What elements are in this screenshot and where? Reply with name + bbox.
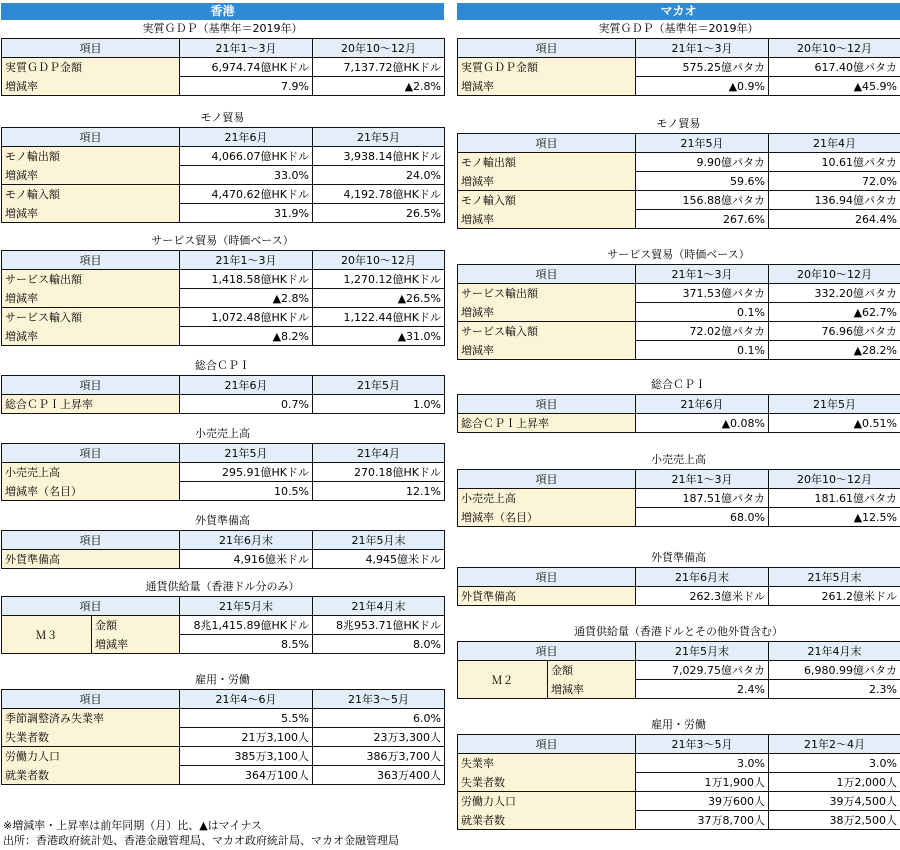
column-header: 20年10～12月 — [769, 470, 900, 489]
mo-retail-section — [457, 451, 900, 527]
column-header: 21年6月末 — [180, 531, 313, 550]
data-table — [457, 394, 900, 433]
value-cell: 371.53億パタカ — [636, 284, 769, 303]
value-cell: 0.1% — [636, 303, 769, 322]
hk-fx-section — [1, 512, 444, 569]
data-table — [1, 689, 445, 785]
table-row — [458, 191, 900, 210]
table-row — [2, 308, 445, 327]
column-header: 21年5月 — [769, 395, 900, 414]
value-cell: ▲0.08% — [636, 414, 769, 433]
value-cell: 38万2,500人 — [769, 811, 900, 830]
row-label: 総合ＣＰＩ上昇率 — [2, 395, 180, 414]
row-label: 増減率 — [2, 77, 180, 96]
header-row — [2, 690, 445, 709]
value-cell: 617.40億パタカ — [769, 58, 900, 77]
row-label: 増減率 — [458, 210, 636, 229]
value-cell: 24.0% — [313, 166, 445, 185]
value-cell: ▲0.51% — [769, 414, 900, 433]
table-row — [2, 550, 445, 569]
column-header: 21年6月 — [180, 128, 313, 147]
column-header: 21年1～3月 — [180, 251, 313, 270]
value-cell: 1,122.44億HKドル — [313, 308, 445, 327]
column-header: 21年6月末 — [636, 568, 769, 587]
column-header: 21年4～6月 — [180, 690, 313, 709]
value-cell: 7.9% — [180, 77, 313, 96]
mo-fx-section — [457, 549, 900, 606]
column-header: 21年5月 — [313, 376, 445, 395]
column-header: 項目 — [2, 444, 180, 463]
value-cell: 0.1% — [636, 341, 769, 360]
table-row — [2, 58, 445, 77]
table-row — [458, 341, 900, 360]
table-row — [458, 489, 900, 508]
value-cell: 385万3,100人 — [180, 747, 313, 766]
value-cell: 8兆953.71億HKドル — [313, 616, 445, 635]
row-label: 増減率 — [2, 327, 180, 346]
table-row — [458, 77, 900, 96]
value-cell: 39万4,500人 — [769, 792, 900, 811]
column-header: 20年10～12月 — [313, 251, 445, 270]
value-cell: 6,974.74億HKドル — [180, 58, 313, 77]
hk-cpi-section — [1, 357, 444, 414]
column-header: 項目 — [2, 128, 180, 147]
column-header: 項目 — [458, 642, 636, 661]
value-cell: 1,418.58億HKドル — [180, 270, 313, 289]
hk-employment-section — [1, 671, 444, 785]
value-cell: 6,980.99億パタカ — [769, 661, 900, 680]
section-title: モノ貿易 — [656, 117, 701, 130]
value-cell: ▲0.9% — [636, 77, 769, 96]
value-cell: 262.3億米ドル — [636, 587, 769, 606]
column-header: 21年5月 — [180, 444, 313, 463]
data-table — [457, 734, 900, 830]
table-row — [2, 289, 445, 308]
table-row — [458, 773, 900, 792]
table-row — [2, 204, 445, 223]
row-label: サービス輸入額 — [2, 308, 180, 327]
column-header: 項目 — [2, 597, 180, 616]
table-row — [458, 754, 900, 773]
row-label: 増減率 — [458, 341, 636, 360]
header-row — [2, 251, 445, 270]
row-label: 増減率 — [548, 680, 636, 699]
table-row — [2, 270, 445, 289]
column-header: 21年6月 — [180, 376, 313, 395]
value-cell: 295.91億HKドル — [180, 463, 313, 482]
row-label: 実質ＧＤＰ金額 — [458, 58, 636, 77]
hongkong-column — [1, 3, 444, 782]
column-header: 21年5月末 — [313, 531, 445, 550]
table-row — [458, 58, 900, 77]
value-cell: 267.6% — [636, 210, 769, 229]
header-row — [2, 376, 445, 395]
value-cell: 8.0% — [313, 635, 445, 654]
hk-trade-section — [1, 109, 444, 223]
value-cell: 270.18億HKドル — [313, 463, 445, 482]
value-cell: 1万2,000人 — [769, 773, 900, 792]
row-label: 外貨準備高 — [458, 587, 636, 606]
table-row — [458, 811, 900, 830]
hk-gdp-section — [1, 20, 444, 96]
table-row — [2, 766, 445, 785]
value-cell: 5.5% — [180, 709, 313, 728]
value-cell: 6.0% — [313, 709, 445, 728]
value-cell: 187.51億パタカ — [636, 489, 769, 508]
table-row — [458, 284, 900, 303]
value-cell: ▲8.2% — [180, 327, 313, 346]
column-header: 項目 — [2, 251, 180, 270]
table-row — [2, 616, 445, 635]
mo-cpi-section — [457, 376, 900, 433]
column-header: 項目 — [458, 470, 636, 489]
column-header: 21年4月末 — [769, 642, 900, 661]
value-cell: 3.0% — [636, 754, 769, 773]
row-label: サービス輸入額 — [458, 322, 636, 341]
column-header: 21年5月 — [313, 128, 445, 147]
money-aggregate-label: Ｍ２ — [458, 661, 548, 699]
column-header: 21年5月末 — [180, 597, 313, 616]
table-row — [2, 147, 445, 166]
data-table — [457, 264, 900, 360]
value-cell: 72.02億パタカ — [636, 322, 769, 341]
section-title: 実質ＧＤＰ（基準年＝2019年） — [598, 22, 759, 35]
column-header: 項目 — [458, 265, 636, 284]
section-title: 通貨供給量（香港ドル分のみ） — [145, 580, 300, 593]
header-row — [2, 128, 445, 147]
table-row — [2, 166, 445, 185]
table-row — [458, 792, 900, 811]
column-header: 項目 — [458, 134, 636, 153]
hk-services-section — [1, 232, 444, 346]
row-label: 増減率（名目） — [458, 508, 636, 527]
column-header: 21年4月 — [313, 444, 445, 463]
table-row — [458, 508, 900, 527]
value-cell: 2.4% — [636, 680, 769, 699]
value-cell: 264.4% — [769, 210, 900, 229]
hk-money-section — [1, 578, 444, 654]
column-header: 項目 — [458, 395, 636, 414]
row-label: 外貨準備高 — [2, 550, 180, 569]
value-cell: 31.9% — [180, 204, 313, 223]
section-title: 外貨準備高 — [195, 514, 250, 527]
table-row — [458, 153, 900, 172]
value-cell: 59.6% — [636, 172, 769, 191]
table-row — [458, 172, 900, 191]
data-table — [457, 567, 900, 606]
row-label: 増減率 — [2, 289, 180, 308]
row-label: 増減率 — [2, 204, 180, 223]
mo-money-section — [457, 623, 900, 699]
header-row — [2, 597, 445, 616]
data-table — [1, 375, 445, 414]
column-header: 21年1～3月 — [636, 39, 769, 58]
table-row — [2, 747, 445, 766]
value-cell: 261.2億米ドル — [769, 587, 900, 606]
value-cell: 1,072.48億HKドル — [180, 308, 313, 327]
row-label: モノ輸入額 — [458, 191, 636, 210]
value-cell: 4,945億米ドル — [313, 550, 445, 569]
column-header: 21年1～3月 — [636, 470, 769, 489]
row-label: 労働力人口 — [2, 747, 180, 766]
value-cell: ▲26.5% — [313, 289, 445, 308]
row-label: 失業者数 — [2, 728, 180, 747]
value-cell: 136.94億パタカ — [769, 191, 900, 210]
data-table — [457, 641, 900, 699]
row-label: 増減率 — [458, 172, 636, 191]
row-label: 就業者数 — [458, 811, 636, 830]
table-row — [2, 327, 445, 346]
header-row — [458, 735, 900, 754]
table-row — [458, 210, 900, 229]
macau-header: マカオ — [457, 3, 900, 20]
section-title: 総合ＣＰＩ — [195, 359, 250, 372]
column-header: 21年4月末 — [313, 597, 445, 616]
value-cell: 12.1% — [313, 482, 445, 501]
table-row — [2, 185, 445, 204]
data-table — [1, 38, 445, 96]
column-header: 21年1～3月 — [636, 265, 769, 284]
value-cell: ▲12.5% — [769, 508, 900, 527]
section-title: 小売売上高 — [195, 427, 250, 440]
data-table — [1, 596, 445, 654]
row-label: 失業率 — [458, 754, 636, 773]
value-cell: 7,029.75億パタカ — [636, 661, 769, 680]
value-cell: 68.0% — [636, 508, 769, 527]
column-header: 項目 — [2, 376, 180, 395]
value-cell: 8.5% — [180, 635, 313, 654]
section-title: 雇用・労働 — [651, 718, 706, 731]
section-title: 通貨供給量（香港ドルとその他外貨含む） — [574, 625, 783, 638]
header-row — [2, 444, 445, 463]
value-cell: 4,470.62億HKドル — [180, 185, 313, 204]
table-row — [458, 322, 900, 341]
data-table — [457, 38, 900, 96]
value-cell: 21万3,100人 — [180, 728, 313, 747]
data-table — [1, 127, 445, 223]
table-row — [2, 709, 445, 728]
value-cell: 2.3% — [769, 680, 900, 699]
header-row — [458, 134, 900, 153]
row-label: モノ輸出額 — [458, 153, 636, 172]
column-header: 21年5月 — [636, 134, 769, 153]
row-label: 増減率 — [2, 166, 180, 185]
value-cell: 76.96億パタカ — [769, 322, 900, 341]
value-cell: 156.88億パタカ — [636, 191, 769, 210]
row-label: 増減率 — [458, 77, 636, 96]
data-table — [1, 250, 445, 346]
column-header: 21年3～5月 — [636, 735, 769, 754]
column-header: 21年4月 — [769, 134, 900, 153]
header-row — [458, 39, 900, 58]
value-cell: 3.0% — [769, 754, 900, 773]
table-row — [2, 77, 445, 96]
section-title: モノ貿易 — [200, 111, 245, 124]
value-cell: 181.61億パタカ — [769, 489, 900, 508]
table-row — [458, 414, 900, 433]
footnote: ※増減率・上昇率は前年同期（月）比、▲はマイナス — [3, 819, 263, 832]
column-header: 項目 — [2, 531, 180, 550]
value-cell: 1,270.12億HKドル — [313, 270, 445, 289]
row-label: サービス輸出額 — [2, 270, 180, 289]
value-cell: 37万8,700人 — [636, 811, 769, 830]
value-cell: 7,137.72億HKドル — [313, 58, 445, 77]
hongkong-header: 香港 — [1, 3, 444, 20]
section-title: 実質ＧＤＰ（基準年＝2019年） — [142, 22, 303, 35]
row-label: 小売売上高 — [2, 463, 180, 482]
data-table — [1, 443, 445, 501]
column-header: 21年6月 — [636, 395, 769, 414]
row-label: 就業者数 — [2, 766, 180, 785]
column-header: 21年3～5月 — [313, 690, 445, 709]
value-cell: 3,938.14億HKドル — [313, 147, 445, 166]
mo-employment-section — [457, 716, 900, 830]
column-header: 20年10～12月 — [769, 39, 900, 58]
money-aggregate-label: Ｍ３ — [2, 616, 92, 654]
value-cell: 4,916億米ドル — [180, 550, 313, 569]
column-header: 21年2～4月 — [769, 735, 900, 754]
column-header: 21年5月末 — [769, 568, 900, 587]
column-header: 20年10～12月 — [313, 39, 445, 58]
header-row — [458, 642, 900, 661]
value-cell: 0.7% — [180, 395, 313, 414]
table-row — [2, 482, 445, 501]
value-cell: 575.25億パタカ — [636, 58, 769, 77]
table-row — [458, 661, 900, 680]
column-header: 項目 — [458, 39, 636, 58]
value-cell: 363万400人 — [313, 766, 445, 785]
hk-retail-section — [1, 425, 444, 501]
mo-gdp-section — [457, 20, 900, 96]
row-label: 小売売上高 — [458, 489, 636, 508]
data-table — [1, 530, 445, 569]
row-label: モノ輸出額 — [2, 147, 180, 166]
mo-trade-section — [457, 115, 900, 229]
value-cell: 4,192.78億HKドル — [313, 185, 445, 204]
column-header: 21年1～3月 — [180, 39, 313, 58]
section-title: 小売売上高 — [651, 453, 706, 466]
row-label: モノ輸入額 — [2, 185, 180, 204]
row-label: 金額 — [92, 616, 180, 635]
header-row — [458, 568, 900, 587]
value-cell: 10.5% — [180, 482, 313, 501]
value-cell: 10.61億パタカ — [769, 153, 900, 172]
value-cell: 364万100人 — [180, 766, 313, 785]
header-row — [458, 470, 900, 489]
column-header: 20年10～12月 — [769, 265, 900, 284]
row-label: 増減率 — [92, 635, 180, 654]
table-row — [2, 463, 445, 482]
value-cell: ▲31.0% — [313, 327, 445, 346]
value-cell: 1万1,900人 — [636, 773, 769, 792]
column-header: 項目 — [458, 735, 636, 754]
table-row — [2, 728, 445, 747]
column-header: 21年5月末 — [636, 642, 769, 661]
row-label: 労働力人口 — [458, 792, 636, 811]
row-label: 総合ＣＰＩ上昇率 — [458, 414, 636, 433]
section-title: 雇用・労働 — [195, 673, 250, 686]
header-row — [2, 39, 445, 58]
value-cell: 26.5% — [313, 204, 445, 223]
header-row — [458, 265, 900, 284]
value-cell: ▲62.7% — [769, 303, 900, 322]
value-cell: 23万3,300人 — [313, 728, 445, 747]
row-label: 増減率 — [458, 303, 636, 322]
column-header: 項目 — [2, 690, 180, 709]
row-label: サービス輸出額 — [458, 284, 636, 303]
row-label: 失業者数 — [458, 773, 636, 792]
value-cell: 386万3,700人 — [313, 747, 445, 766]
section-title: 外貨準備高 — [651, 551, 706, 564]
value-cell: ▲2.8% — [313, 77, 445, 96]
row-label: 金額 — [548, 661, 636, 680]
data-table — [457, 133, 900, 229]
table-row — [458, 303, 900, 322]
value-cell: ▲2.8% — [180, 289, 313, 308]
section-title: サービス貿易（時価ベース） — [151, 234, 294, 247]
table-row — [458, 587, 900, 606]
value-cell: ▲45.9% — [769, 77, 900, 96]
data-table — [457, 469, 900, 527]
row-label: 増減率（名目） — [2, 482, 180, 501]
section-title: サービス貿易（時価ベース） — [607, 248, 750, 261]
value-cell: 8兆1,415.89億HKドル — [180, 616, 313, 635]
table-row — [2, 395, 445, 414]
source-note: 出所：香港政府統計処、香港金融管理局、マカオ政府統計局、マカオ金融管理局 — [3, 834, 399, 847]
row-label: 季節調整済み失業率 — [2, 709, 180, 728]
mo-services-section — [457, 246, 900, 360]
header-row — [458, 395, 900, 414]
column-header: 項目 — [2, 39, 180, 58]
row-label: 実質ＧＤＰ金額 — [2, 58, 180, 77]
header-row — [2, 531, 445, 550]
notes — [3, 818, 399, 848]
value-cell: ▲28.2% — [769, 341, 900, 360]
value-cell: 39万600人 — [636, 792, 769, 811]
value-cell: 332.20億パタカ — [769, 284, 900, 303]
value-cell: 33.0% — [180, 166, 313, 185]
macau-column — [457, 3, 900, 827]
column-header: 項目 — [458, 568, 636, 587]
value-cell: 72.0% — [769, 172, 900, 191]
section-title: 総合ＣＰＩ — [651, 378, 706, 391]
value-cell: 1.0% — [313, 395, 445, 414]
value-cell: 4,066.07億HKドル — [180, 147, 313, 166]
value-cell: 9.90億パタカ — [636, 153, 769, 172]
